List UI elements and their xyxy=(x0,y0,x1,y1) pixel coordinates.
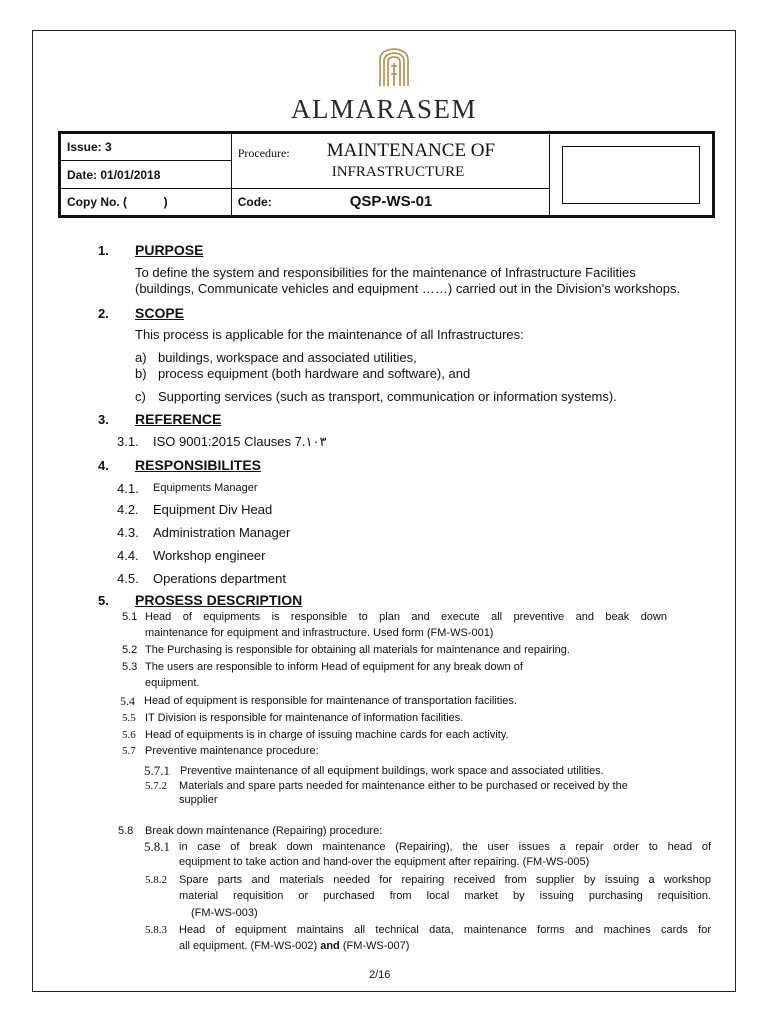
process-item-text: maintenance for equipment and infrastructure. Used form (FM-WS-001) xyxy=(145,627,494,639)
process-subitem-text: Preventive maintenance of all equipment buildings, work space and associated utilities. xyxy=(180,765,604,777)
process-subitem-number: 5.7.2 xyxy=(145,780,167,792)
code-cell xyxy=(231,189,549,217)
procedure-title-line1: MAINTENANCE OF xyxy=(326,140,496,161)
scope-item-text: process equipment (both hardware and software), and xyxy=(158,366,471,381)
procedure-title-line2: INFRASTRUCTURE xyxy=(331,164,465,180)
section-title-reference: REFERENCE xyxy=(135,411,222,427)
scope-intro: This process is applicable for the maintenance of all Infrastructures: xyxy=(135,327,524,342)
purpose-text-line1: To define the system and responsibilities for the maintenance of Infrastructure Facilities xyxy=(135,265,636,280)
section-number: 2. xyxy=(98,306,109,321)
process-item-number: 5.3 xyxy=(122,661,138,673)
process-subitem-number: 5.8.1 xyxy=(144,839,170,854)
conjunction-and: and xyxy=(320,940,340,952)
form-reference: (FM-WS-007) xyxy=(342,940,410,952)
process-subitem-number: 5.8.3 xyxy=(145,924,167,936)
process-item-text: The Purchasing is responsible for obtaining all materials for maintenance and repairing. xyxy=(145,644,570,656)
process-item-number: 5.7 xyxy=(122,745,136,757)
section-title-purpose: PURPOSE xyxy=(135,242,204,258)
scope-item-label: c) xyxy=(135,389,146,404)
section-title-process-description: PROSESS DESCRIPTION xyxy=(135,592,303,608)
almarasem-logo-icon xyxy=(376,46,412,90)
purpose-text-line2: (buildings, Communicate vehicles and equipment ……) carried out in the Division's workshops. xyxy=(135,281,681,296)
section-number: 4. xyxy=(98,458,109,473)
process-subitem-text: equipment to take action and hand-over the equipment after repairing. (FM-WS-005) xyxy=(179,856,590,868)
process-item-text: equipment. xyxy=(145,677,200,689)
process-item-number: 5.4 xyxy=(120,694,135,708)
process-item-number: 5.2 xyxy=(122,644,138,656)
scope-item-text: buildings, workspace and associated utilities, xyxy=(158,350,417,365)
responsibility-number: 4.1. xyxy=(117,481,139,496)
copy-cell: Copy No. ( ) xyxy=(60,189,232,217)
scope-item-label: a) xyxy=(135,350,147,365)
process-subitem-text: in case of break down maintenance (Repairing), the user issues a repair order to head of xyxy=(179,841,711,853)
responsibility-text: Equipment Div Head xyxy=(153,502,273,517)
brand-name: ALMARASEM xyxy=(290,94,478,124)
process-item-text: Preventive maintenance procedure: xyxy=(145,745,319,757)
process-item-text: Head of equipments is responsible to plan and execute all preventive and beak down xyxy=(145,611,667,623)
responsibility-number: 4.5. xyxy=(117,571,139,586)
code-value: QSP-WS-01 xyxy=(349,193,433,210)
stamp-cell xyxy=(550,133,714,217)
procedure-label: Procedure: xyxy=(237,146,290,160)
section-title-responsibilities: RESPONSIBILITES xyxy=(135,457,262,473)
reference-text: ISO 9001:2015 Clauses 7.١٠٣ xyxy=(153,434,327,449)
process-subitem-number: 5.7.1 xyxy=(144,763,170,778)
process-item-text: Head of equipment is responsible for maintenance of transportation facilities. xyxy=(144,695,517,707)
process-item-number: 5.5 xyxy=(122,712,136,724)
section-number: 1. xyxy=(98,243,109,258)
responsibility-number: 4.4. xyxy=(117,548,139,563)
document-header-table xyxy=(58,131,715,218)
process-item-number: 5.1 xyxy=(122,611,138,623)
scope-item-text: Supporting services (such as transport, communication or information systems). xyxy=(158,389,617,404)
section-number: 5. xyxy=(98,593,109,608)
code-label: Code: xyxy=(237,195,272,209)
section-title-scope: SCOPE xyxy=(135,305,185,321)
scope-item-label: b) xyxy=(135,366,147,381)
stamp-box xyxy=(562,146,700,204)
form-reference: all equipment. (FM-WS-002) xyxy=(179,940,318,952)
issue-cell: Issue: 3 xyxy=(60,133,232,161)
process-item-text: Head of equipments is in charge of issuing machine cards for each activity. xyxy=(145,729,509,741)
responsibility-text: Operations department xyxy=(153,571,286,586)
page-number: 2/16 xyxy=(369,969,391,981)
process-subitem-text: Materials and spare parts needed for maintenance either to be purchased or received by the xyxy=(179,780,628,792)
process-item-text: The users are responsible to inform Head of equipment for any break down of xyxy=(145,661,523,673)
process-subitem-text: Spare parts and materials needed for repairing received from supplier by issuing a workshop xyxy=(179,874,711,886)
process-subitem-number: 5.8.2 xyxy=(145,874,167,886)
procedure-cell xyxy=(231,133,549,189)
section-number: 3. xyxy=(98,412,109,427)
responsibility-text: Workshop engineer xyxy=(153,548,266,563)
responsibility-text: Equipments Manager xyxy=(153,482,258,494)
process-item-text: Break down maintenance (Repairing) procedure: xyxy=(145,825,383,837)
process-subitem-text: (FM-WS-003) xyxy=(191,907,258,919)
reference-number: 3.1. xyxy=(117,434,139,449)
responsibility-number: 4.2. xyxy=(117,502,139,517)
process-subitem-text xyxy=(179,940,409,952)
process-item-text: IT Division is responsible for maintenance of information facilities. xyxy=(145,712,464,724)
process-item-number: 5.8 xyxy=(118,825,134,837)
responsibility-text: Administration Manager xyxy=(153,525,291,540)
responsibility-number: 4.3. xyxy=(117,525,139,540)
process-subitem-text: Head of equipment maintains all technical data, maintenance forms and machines cards for xyxy=(179,924,711,936)
process-subitem-text: supplier xyxy=(179,794,218,806)
process-subitem-text: material requisition or purchased from local market by issuing purchasing requisition. xyxy=(179,890,711,902)
date-cell: Date: 01/01/2018 xyxy=(60,161,232,189)
process-item-number: 5.6 xyxy=(122,729,136,741)
